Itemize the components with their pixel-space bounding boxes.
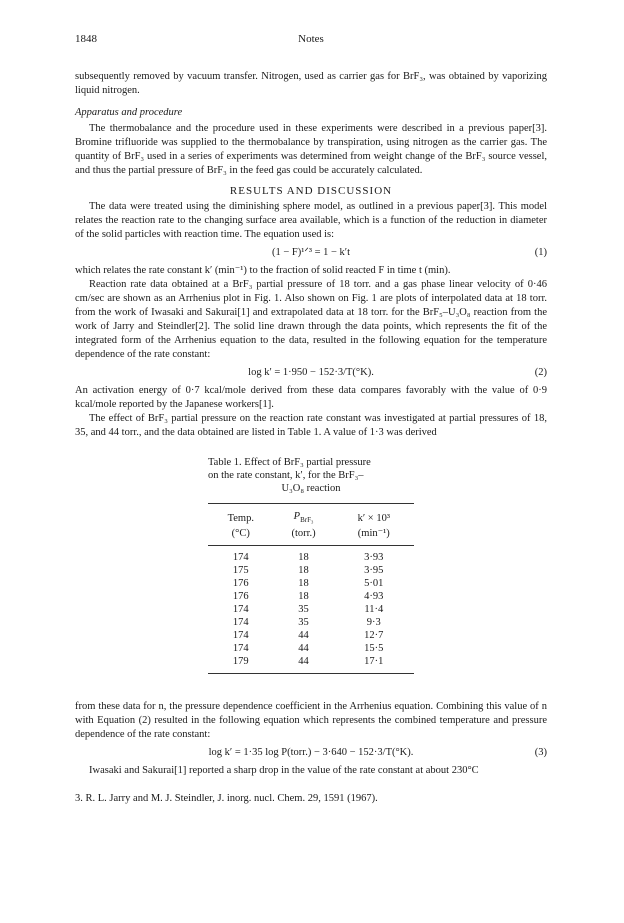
table-row [208,546,414,565]
apparatus-heading: Apparatus and procedure [75,107,183,118]
cell-pressure: 44 [274,655,334,674]
table-row [208,564,414,577]
col-header-rate: k′ × 10³ [334,504,414,528]
equation-2 [75,366,547,380]
cell-temp: 174 [232,617,249,629]
cell-pressure: 44 [298,643,309,655]
equation-3 [75,746,547,760]
cell-temp: 174 [232,643,249,655]
equation-2-number: (2) [534,367,547,378]
page-number: 1848 [75,33,97,45]
cell-temp: 174 [232,552,249,564]
cell-temp: 174 [232,630,249,642]
results-heading: RESULTS AND DISCUSSION [229,185,393,197]
equation-1-number: (1) [534,247,547,258]
cell-pressure: 35 [298,617,309,629]
cell-rate: 4·93 [364,591,384,603]
intro-paragraph: subsequently removed by vacuum transfer. Nitrogen, used as carrier gas for BrF₃, was obtained by vaporizing liquid nitrogen. [75,71,547,96]
cell-rate: 3·95 [364,565,384,577]
table-caption-line-3: U₃O₈ reaction [281,483,341,494]
cell-rate: 11·4 [364,604,384,616]
cell-pressure: 18 [298,565,309,577]
table-caption [208,456,414,495]
cell-rate: 17·1 [334,655,414,674]
table-row [208,655,414,674]
cell-temp: 176 [232,591,249,603]
results-paragraph-2: which relates the rate constant k′ (min⁻¹) to the fraction of solid reacted F in time t (min). [75,265,451,276]
cell-pressure: 35 [298,604,309,616]
col-header-temp: Temp. [208,504,274,528]
table-row [208,590,414,603]
results-paragraph-4: An activation energy of 0·7 kcal/mole derived from these data compares favorably with the value of 0·9 kcal/mole reported by the Japanese workers[1]. [75,385,547,410]
table-row [208,603,414,616]
cell-pressure: 18 [298,552,309,564]
table-row [208,629,414,642]
equation-3-text: log k′ = 1·35 log P(torr.) − 3·640 − 152·3/T(°K). [208,747,414,759]
cell-temp: 174 [232,604,249,616]
col-unit-temp: (°C) [208,527,274,546]
col-header-pressure-symbol: P [293,511,301,522]
cell-rate: 5·01 [364,578,384,590]
cell-rate: 15·5 [364,643,384,655]
table-caption-line-2: on the rate constant, k′, for the BrF₃– [208,470,364,481]
cell-rate: 3·93 [364,552,384,564]
col-header-pressure [274,504,334,528]
col-unit-rate: (min⁻¹) [334,527,414,546]
cell-rate: 12·7 [364,630,384,642]
table-header-row [208,504,414,528]
table-row [208,616,414,629]
table-caption-line-1: Table 1. Effect of BrF₃ partial pressure [208,457,371,468]
table-row [208,577,414,590]
cell-temp: 175 [232,565,249,577]
cell-temp: 179 [208,655,274,674]
running-title: Notes [298,33,324,45]
after-table-paragraph: from these data for n, the pressure dependence coefficient in the Arrhenius equation. Combining this value of n with Equation (2) resulted in the following equation which represents the combined temperature and pressure dependence of the rate constant: [75,701,547,741]
equation-1 [75,246,547,260]
table-unit-row [208,527,414,546]
footnote: 3. R. L. Jarry and M. J. Steindler, J. inorg. nucl. Chem. 29, 1591 (1967). [75,793,378,805]
equation-2-text: log k′ = 1·950 − 152·3/T(°K). [248,367,374,378]
equation-1-text: (1 − F)¹ᐟ³ = 1 − k′t [271,247,351,258]
table-row [208,642,414,655]
col-unit-pressure: (torr.) [274,527,334,546]
results-paragraph-3: Reaction rate data obtained at a BrF₃ partial pressure of 18 torr. and a gas phase linear velocity of 0·46 cm/sec are shown as an Arrhenius plot in Fig. 1. Also shown on Fig. 1 are plots of interpolated data at 18 torr. from the work of Iwasaki and Sakurai[1] and extrapolated data at 18 torr. for the BrF₅–U₃O₈ reaction from the work of Jarry and Steindler[2]. The solid line drawn through the data points, which represents the fit of the integrated form of the Arrhenius equation to the data, resulted in the following equation for the temperature dependence of the rate constant: [75,279,547,360]
col-header-pressure-subscript: BrF₃ [300,516,314,525]
results-paragraph-5: The effect of BrF₃ partial pressure on the reaction rate constant was investigated at partial pressures of 18, 35, and 44 torr., and the data obtained are listed in Table 1. A value of 1·3 was derived [75,413,547,438]
cell-pressure: 44 [298,630,309,642]
final-paragraph: Iwasaki and Sakurai[1] reported a sharp drop in the value of the rate constant at about 230°C [89,765,479,777]
journal-page [75,32,547,806]
equation-3-number: (3) [534,747,547,759]
page-header [75,32,547,46]
cell-pressure: 18 [298,591,309,603]
table-body [208,546,414,674]
cell-rate: 9·3 [366,617,381,629]
cell-pressure: 18 [298,578,309,590]
results-paragraph-1: The data were treated using the diminishing sphere model, as outlined in a previous paper[3]. This model relates the reaction rate to the changing surface area available, which is a function of the reduction in diameter of the solid particles with reaction time. The equation used is: [75,201,547,240]
data-table [208,503,414,674]
cell-temp: 176 [232,578,249,590]
apparatus-paragraph: The thermobalance and the procedure used in these experiments were described in a previous paper[3]. Bromine trifluoride was supplied to the thermobalance by transpiration, using nitrogen as the carrier gas. The quantity of BrF₃ used in a series of experiments was determined from weight change of the BrF₃ source vessel, and thus the partial pressure of BrF₃ in the feed gas could be accurately calculated. [75,123,547,176]
